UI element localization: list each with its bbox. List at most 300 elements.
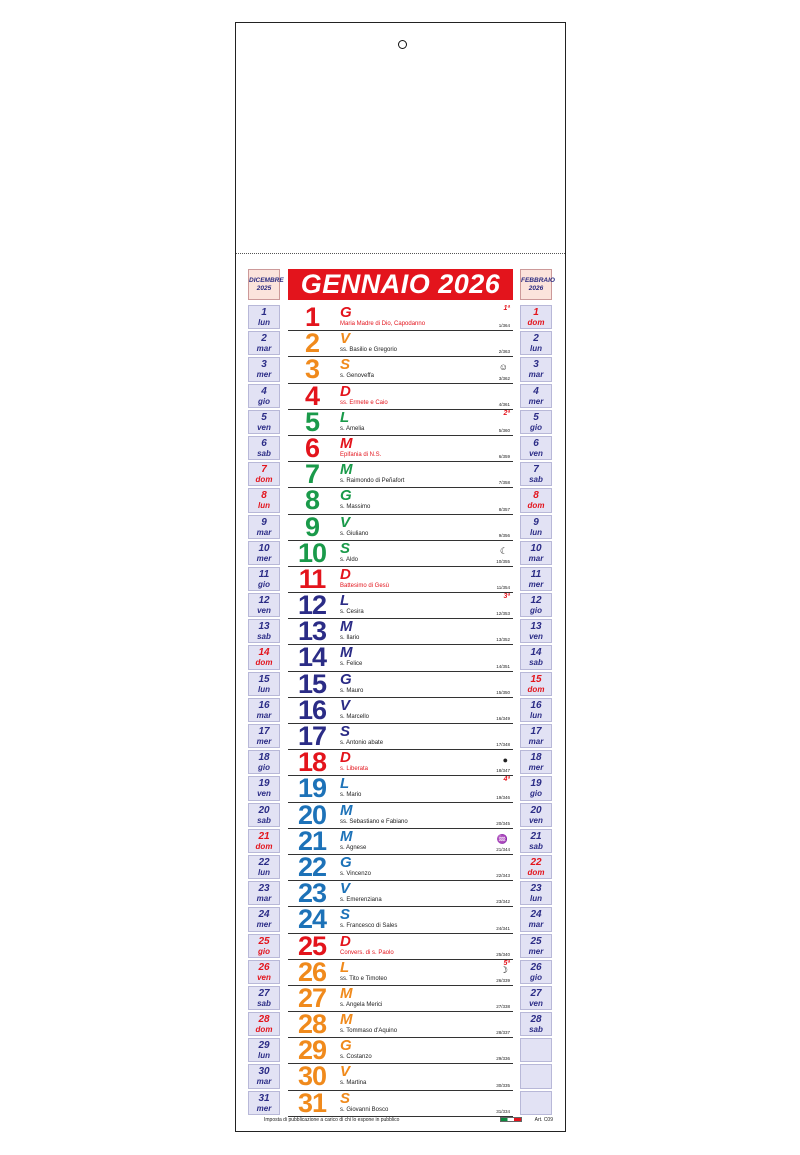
prev-month-day-number: 25 bbox=[258, 935, 270, 947]
next-month-weekday: dom bbox=[527, 501, 545, 511]
next-month-weekday: mar bbox=[528, 920, 544, 930]
prev-month-weekday: gio bbox=[258, 579, 270, 589]
next-month-label: FEBBRAIO bbox=[521, 277, 555, 284]
next-month-day-cell bbox=[520, 855, 552, 879]
next-month-day-cell bbox=[520, 934, 552, 958]
day-number: 29 bbox=[297, 1035, 327, 1066]
prev-month-weekday: lun bbox=[258, 684, 270, 694]
next-month-weekday: lun bbox=[530, 344, 542, 354]
weekday-letter: S bbox=[340, 539, 351, 557]
next-month-day-cell bbox=[520, 515, 552, 539]
saint-name: s. Angela Merici bbox=[340, 1001, 383, 1008]
day-number: 28 bbox=[297, 1009, 327, 1040]
next-month-day-number: 15 bbox=[530, 673, 542, 685]
day-progress: 4/361 bbox=[498, 401, 510, 407]
saint-name: ss. Sebastiano e Fabiano bbox=[340, 818, 408, 825]
next-month-weekday: mer bbox=[528, 763, 544, 773]
next-month-day-number: 7 bbox=[533, 464, 539, 476]
prev-month-weekday: gio bbox=[258, 946, 270, 956]
prev-month-day-cell bbox=[248, 331, 280, 355]
day-progress: 8/357 bbox=[498, 506, 510, 512]
next-month-weekday: gio bbox=[530, 972, 542, 982]
next-month-day-cell bbox=[520, 698, 552, 722]
next-month-day-number: 22 bbox=[530, 856, 542, 868]
day-progress: 17/348 bbox=[496, 742, 510, 748]
prev-month-day-number: 29 bbox=[258, 1040, 270, 1052]
weekday-letter: V bbox=[340, 330, 351, 348]
next-month-weekday: mer bbox=[528, 946, 544, 956]
prev-month-day-number: 20 bbox=[258, 804, 270, 816]
day-number: 21 bbox=[297, 825, 327, 856]
saint-name: Maria Madre di Dio, Capodanno bbox=[340, 321, 426, 327]
next-month-day-number: 14 bbox=[530, 647, 542, 659]
day-progress: 1/364 bbox=[498, 323, 510, 329]
prev-month-day-number: 14 bbox=[258, 647, 270, 659]
prev-month-day-number: 10 bbox=[258, 542, 270, 554]
next-month-weekday: sab bbox=[529, 658, 543, 668]
next-month-day-cell bbox=[520, 462, 552, 486]
moon-phase-icon: ☺ bbox=[498, 362, 508, 373]
day-number: 4 bbox=[304, 380, 320, 411]
prev-month-day-cell bbox=[248, 593, 280, 617]
day-number: 3 bbox=[304, 354, 320, 385]
next-month-day-cell bbox=[520, 750, 552, 774]
next-month-day-cell bbox=[520, 357, 552, 381]
weekday-letter: G bbox=[340, 670, 352, 688]
prev-month-day-cell bbox=[248, 672, 280, 696]
saint-name: s. Massimo bbox=[340, 504, 371, 511]
next-month-day-cell bbox=[520, 1038, 552, 1062]
day-number: 11 bbox=[298, 563, 326, 594]
prev-month-weekday: ven bbox=[257, 606, 271, 616]
day-progress: 24/341 bbox=[496, 925, 510, 931]
weekday-letter: M bbox=[340, 984, 353, 1002]
prev-month-day-number: 5 bbox=[261, 411, 267, 423]
day-progress: 13/352 bbox=[496, 637, 510, 643]
next-month-day-number: 20 bbox=[530, 804, 542, 816]
day-number: 7 bbox=[304, 459, 320, 490]
next-month-day-cell bbox=[520, 986, 552, 1010]
day-number: 8 bbox=[304, 485, 320, 516]
next-month-day-cell bbox=[520, 960, 552, 984]
next-month-day-number: 13 bbox=[530, 621, 542, 633]
next-month-day-number: 11 bbox=[530, 568, 542, 580]
prev-month-weekday: gio bbox=[258, 396, 270, 406]
next-month-day-number: 8 bbox=[533, 490, 539, 502]
prev-year-label: 2025 bbox=[256, 285, 272, 292]
prev-month-day-cell bbox=[248, 698, 280, 722]
prev-month-day-cell bbox=[248, 410, 280, 434]
prev-month-weekday: mer bbox=[256, 737, 272, 746]
next-month-day-cell bbox=[520, 436, 552, 460]
next-month-day-number: 2 bbox=[533, 333, 539, 345]
prev-month-weekday: mar bbox=[256, 710, 272, 720]
prev-month-day-cell bbox=[248, 305, 280, 329]
day-progress: 12/353 bbox=[496, 611, 510, 617]
article-code: Art. C09 bbox=[534, 1117, 553, 1123]
next-month-day-number: 21 bbox=[530, 830, 542, 842]
prev-month-day-cell bbox=[248, 567, 280, 591]
next-month-day-cell bbox=[520, 1064, 552, 1088]
day-progress: 5/360 bbox=[498, 427, 510, 433]
prev-month-day-cell bbox=[248, 541, 280, 565]
next-month-weekday: mar bbox=[528, 553, 544, 563]
next-month-day-number: 12 bbox=[530, 595, 542, 607]
day-number: 9 bbox=[304, 511, 320, 542]
prev-month-day-number: 27 bbox=[258, 987, 270, 999]
day-progress: 14/351 bbox=[496, 663, 510, 669]
next-month-day-number: 19 bbox=[530, 778, 542, 790]
saint-name: Battesimo di Gesù bbox=[340, 582, 390, 589]
prev-month-day-cell bbox=[248, 462, 280, 486]
saint-name: s. Cesira bbox=[340, 609, 364, 616]
next-month-weekday: sab bbox=[529, 475, 543, 485]
next-month-weekday: ven bbox=[529, 448, 543, 458]
day-number: 18 bbox=[297, 747, 327, 778]
prev-month-day-number: 23 bbox=[258, 883, 270, 895]
day-progress: 6/359 bbox=[498, 454, 510, 460]
prev-month-weekday: lun bbox=[258, 1051, 270, 1061]
week-number: 1ª bbox=[503, 305, 510, 312]
day-progress: 29/336 bbox=[496, 1056, 510, 1062]
day-number: 24 bbox=[297, 904, 327, 935]
next-month-day-cell bbox=[520, 803, 552, 827]
prev-month-weekday: lun bbox=[258, 318, 270, 327]
prev-month-weekday: gio bbox=[258, 763, 270, 773]
weekday-letter: D bbox=[340, 382, 351, 400]
weekday-letter: V bbox=[340, 513, 351, 531]
day-number: 13 bbox=[297, 616, 327, 647]
saint-name: s. Ilario bbox=[340, 635, 360, 642]
prev-month-weekday: sab bbox=[257, 632, 271, 642]
month-title: GENNAIO 2026 bbox=[288, 269, 513, 300]
prev-month-weekday: sab bbox=[257, 998, 271, 1008]
next-month-day-number: 25 bbox=[530, 935, 542, 947]
next-month-weekday: dom bbox=[527, 318, 545, 327]
next-month-weekday: mer bbox=[528, 396, 544, 406]
day-number: 26 bbox=[297, 956, 327, 987]
next-month-day-number: 18 bbox=[530, 752, 542, 764]
weekday-letter: M bbox=[340, 1011, 353, 1029]
next-month-weekday: ven bbox=[529, 815, 543, 825]
day-number: 19 bbox=[297, 773, 327, 804]
day-progress: 23/342 bbox=[496, 899, 510, 905]
prev-month-day-number: 13 bbox=[258, 621, 270, 633]
prev-month-weekday: ven bbox=[257, 972, 271, 982]
next-month-weekday: ven bbox=[529, 632, 543, 642]
prev-month-day-cell bbox=[248, 803, 280, 827]
prev-month-day-cell bbox=[248, 1038, 280, 1062]
saint-name: ss. Tito e Timoteo bbox=[340, 975, 388, 982]
day-progress: 19/346 bbox=[496, 794, 510, 800]
moon-phase-icon: ● bbox=[502, 755, 508, 766]
day-row bbox=[288, 1087, 513, 1118]
prev-month-day-cell bbox=[248, 515, 280, 539]
prev-month-weekday: dom bbox=[255, 658, 273, 668]
next-month-day-number: 9 bbox=[533, 516, 539, 528]
day-progress: 7/358 bbox=[498, 480, 510, 486]
weekday-letter: L bbox=[340, 775, 350, 793]
prev-month-day-number: 8 bbox=[261, 490, 267, 502]
next-month-day-cell bbox=[520, 331, 552, 355]
day-progress: 2/363 bbox=[498, 349, 510, 355]
day-number: 25 bbox=[297, 930, 327, 961]
day-progress: 15/350 bbox=[496, 689, 510, 695]
next-month-day-number: 27 bbox=[530, 987, 542, 999]
prev-month-day-cell bbox=[248, 724, 280, 748]
weekday-letter: S bbox=[340, 723, 351, 740]
next-month-day-number: 4 bbox=[533, 385, 539, 397]
prev-month-day-cell bbox=[248, 488, 280, 512]
next-month-day-cell bbox=[520, 645, 552, 669]
prev-month-column bbox=[248, 305, 280, 1117]
day-list bbox=[288, 302, 513, 1118]
saint-name: s. Raimondo di Peñafort bbox=[340, 478, 405, 485]
saint-name: s. Costanzo bbox=[340, 1054, 372, 1061]
day-progress: 22/343 bbox=[496, 873, 510, 879]
day-number: 5 bbox=[304, 406, 320, 437]
day-number: 22 bbox=[297, 851, 327, 882]
weekday-letter: L bbox=[340, 958, 350, 976]
week-number: 2ª bbox=[503, 409, 510, 417]
saint-name: s. Agnese bbox=[340, 844, 367, 851]
next-month-header bbox=[520, 269, 555, 300]
week-number: 3ª bbox=[503, 593, 510, 601]
saint-name: s. Liberata bbox=[340, 766, 369, 773]
saint-name: Epifania di N.S. bbox=[340, 451, 382, 458]
prev-month-weekday: ven bbox=[257, 422, 271, 432]
perforation-line bbox=[236, 253, 565, 254]
prev-month-day-number: 30 bbox=[258, 1066, 270, 1078]
next-month-day-cell bbox=[520, 593, 552, 617]
prev-month-day-cell bbox=[248, 436, 280, 460]
prev-month-weekday: mer bbox=[256, 1103, 272, 1113]
next-month-day-number: 24 bbox=[530, 909, 542, 921]
saint-name: s. Martina bbox=[340, 1080, 367, 1087]
prev-month-day-cell bbox=[248, 645, 280, 669]
weekday-letter: V bbox=[340, 696, 351, 714]
day-progress: 30/335 bbox=[496, 1082, 510, 1088]
next-month-day-cell bbox=[520, 567, 552, 591]
next-month-weekday: lun bbox=[530, 894, 542, 904]
week-number: 4ª bbox=[503, 776, 510, 784]
next-month-day-cell bbox=[520, 541, 552, 565]
prev-month-day-number: 2 bbox=[261, 333, 267, 345]
next-month-weekday: lun bbox=[530, 710, 542, 720]
prev-month-header bbox=[248, 269, 284, 300]
weekday-letter: D bbox=[340, 932, 351, 950]
day-number: 23 bbox=[297, 878, 327, 909]
next-month-weekday: mar bbox=[528, 370, 544, 380]
day-number: 27 bbox=[297, 982, 327, 1013]
saint-name: s. Mauro bbox=[340, 687, 364, 694]
weekday-letter: V bbox=[340, 880, 351, 898]
italian-flag-icon bbox=[500, 1117, 522, 1122]
saint-name: s. Antonio abate bbox=[340, 740, 384, 746]
prev-month-day-number: 22 bbox=[258, 856, 270, 868]
prev-month-weekday: mer bbox=[256, 370, 272, 380]
prev-month-day-number: 6 bbox=[261, 437, 267, 449]
next-month-day-cell bbox=[520, 1091, 552, 1115]
weekday-letter: D bbox=[340, 565, 351, 583]
next-month-day-number: 17 bbox=[530, 726, 542, 737]
next-month-weekday: gio bbox=[530, 606, 542, 616]
saint-name: s. Aldo bbox=[340, 556, 359, 563]
weekday-letter: G bbox=[340, 1037, 352, 1055]
next-year-label: 2026 bbox=[528, 285, 544, 292]
saint-name: s. Felice bbox=[340, 661, 363, 668]
weekday-letter: M bbox=[340, 434, 353, 452]
day-number: 20 bbox=[297, 799, 327, 830]
next-month-day-number: 5 bbox=[533, 411, 539, 423]
next-month-day-number: 23 bbox=[530, 883, 542, 895]
hanging-hole bbox=[398, 40, 407, 49]
prev-month-day-number: 12 bbox=[258, 595, 270, 607]
day-number: 14 bbox=[297, 642, 327, 673]
prev-month-day-number: 3 bbox=[261, 359, 267, 371]
prev-month-day-cell bbox=[248, 1091, 280, 1115]
day-number: 31 bbox=[297, 1087, 327, 1118]
saint-name: s. Emerenziana bbox=[340, 897, 382, 904]
prev-month-day-number: 17 bbox=[258, 726, 270, 737]
day-number: 15 bbox=[297, 668, 327, 699]
prev-month-weekday: mer bbox=[256, 553, 272, 563]
prev-month-day-cell bbox=[248, 829, 280, 853]
next-month-day-cell bbox=[520, 1012, 552, 1036]
prev-month-weekday: mar bbox=[256, 344, 272, 354]
next-month-day-number: 28 bbox=[530, 1014, 542, 1026]
next-month-day-number: 10 bbox=[530, 542, 542, 554]
day-number: 16 bbox=[297, 694, 327, 725]
next-month-day-cell bbox=[520, 907, 552, 931]
prev-month-day-number: 1 bbox=[261, 307, 267, 318]
prev-month-day-number: 11 bbox=[258, 568, 270, 580]
prev-month-day-number: 19 bbox=[258, 778, 270, 790]
prev-month-weekday: ven bbox=[257, 789, 271, 799]
next-month-day-cell bbox=[520, 384, 552, 408]
weekday-letter: D bbox=[340, 749, 351, 767]
weekday-letter: M bbox=[340, 618, 353, 636]
day-number: 30 bbox=[297, 1061, 327, 1092]
prev-month-day-cell bbox=[248, 750, 280, 774]
moon-phase-icon: ☾ bbox=[499, 545, 508, 556]
next-month-day-number: 16 bbox=[530, 699, 542, 711]
weekday-letter: S bbox=[340, 906, 351, 924]
weekday-letter: G bbox=[340, 487, 352, 505]
next-month-weekday: gio bbox=[530, 422, 542, 432]
prev-month-day-number: 26 bbox=[258, 961, 270, 973]
next-month-column bbox=[520, 305, 552, 1117]
next-month-weekday: ven bbox=[529, 998, 543, 1008]
prev-month-day-cell bbox=[248, 960, 280, 984]
prev-month-weekday: sab bbox=[257, 815, 271, 825]
prev-month-day-number: 28 bbox=[258, 1014, 270, 1026]
prev-month-day-number: 31 bbox=[258, 1092, 270, 1104]
weekday-letter: M bbox=[340, 827, 353, 845]
day-progress: 28/337 bbox=[496, 1030, 510, 1036]
prev-month-day-cell bbox=[248, 855, 280, 879]
day-number: 10 bbox=[297, 537, 327, 568]
prev-month-weekday: sab bbox=[257, 448, 271, 458]
prev-month-day-number: 18 bbox=[258, 752, 270, 764]
prev-month-label: DICEMBRE bbox=[249, 277, 284, 284]
weekday-letter: L bbox=[340, 592, 350, 610]
prev-month-day-cell bbox=[248, 1012, 280, 1036]
next-month-weekday: dom bbox=[527, 684, 545, 694]
prev-month-day-number: 24 bbox=[258, 909, 270, 921]
saint-name: s. Giovanni Bosco bbox=[340, 1106, 389, 1113]
prev-month-weekday: mer bbox=[256, 920, 272, 930]
next-month-day-cell bbox=[520, 410, 552, 434]
next-month-weekday: lun bbox=[530, 527, 542, 537]
prev-month-day-cell bbox=[248, 907, 280, 931]
calendar-sheet bbox=[235, 22, 566, 1132]
day-number: 6 bbox=[304, 432, 320, 463]
day-progress: 20/345 bbox=[496, 820, 510, 826]
weekday-letter: S bbox=[340, 1089, 351, 1107]
next-month-day-cell bbox=[520, 305, 552, 329]
saint-name: s. Francesco di Sales bbox=[340, 923, 398, 930]
next-month-weekday: mer bbox=[528, 579, 544, 589]
weekday-letter: G bbox=[340, 853, 352, 871]
next-month-weekday: mar bbox=[528, 737, 544, 746]
saint-name: s. Vincenzo bbox=[340, 870, 371, 877]
next-month-day-number: 6 bbox=[533, 437, 539, 449]
prev-month-weekday: dom bbox=[255, 841, 273, 851]
prev-month-weekday: mar bbox=[256, 527, 272, 537]
prev-month-day-cell bbox=[248, 1064, 280, 1088]
zodiac-icon: ♒ bbox=[496, 833, 508, 844]
saint-name: Convers. di s. Paolo bbox=[340, 949, 394, 956]
next-month-day-number: 3 bbox=[533, 359, 539, 371]
next-month-day-cell bbox=[520, 881, 552, 905]
saint-name: ss. Ermete e Caio bbox=[340, 399, 388, 406]
prev-month-day-number: 9 bbox=[261, 516, 267, 528]
prev-month-day-number: 4 bbox=[261, 385, 267, 397]
weekday-letter: M bbox=[340, 461, 353, 479]
next-month-day-cell bbox=[520, 776, 552, 800]
saint-name: s. Amelia bbox=[340, 425, 365, 432]
day-progress: 21/344 bbox=[496, 846, 510, 852]
weekday-letter: L bbox=[340, 408, 350, 426]
next-month-weekday: dom bbox=[527, 867, 545, 877]
prev-month-day-cell bbox=[248, 357, 280, 381]
prev-month-day-number: 16 bbox=[258, 699, 270, 711]
prev-month-day-cell bbox=[248, 986, 280, 1010]
next-month-day-cell bbox=[520, 672, 552, 696]
prev-month-weekday: dom bbox=[255, 1025, 273, 1035]
day-progress: 18/347 bbox=[496, 768, 510, 774]
day-progress: 25/340 bbox=[496, 951, 510, 957]
next-month-day-number: 26 bbox=[530, 961, 542, 973]
tax-note: Imposta di pubblicazione a carico di chi lo espone in pubblico bbox=[264, 1117, 400, 1123]
saint-name: ss. Basilio e Gregorio bbox=[340, 347, 398, 354]
prev-month-day-cell bbox=[248, 881, 280, 905]
footer bbox=[248, 1116, 553, 1128]
prev-month-weekday: mar bbox=[256, 1077, 272, 1087]
saint-name: s. Mario bbox=[340, 792, 362, 799]
prev-month-day-cell bbox=[248, 776, 280, 800]
saint-name: s. Marcello bbox=[340, 713, 370, 720]
prev-month-day-number: 7 bbox=[261, 464, 267, 476]
next-month-day-cell bbox=[520, 488, 552, 512]
next-month-day-number: 1 bbox=[533, 307, 539, 318]
moon-phase-icon: ☽ bbox=[499, 964, 508, 975]
day-number: 12 bbox=[297, 590, 327, 621]
weekday-letter: G bbox=[340, 304, 352, 321]
weekday-letter: V bbox=[340, 1063, 351, 1081]
next-month-weekday: sab bbox=[529, 1025, 543, 1035]
